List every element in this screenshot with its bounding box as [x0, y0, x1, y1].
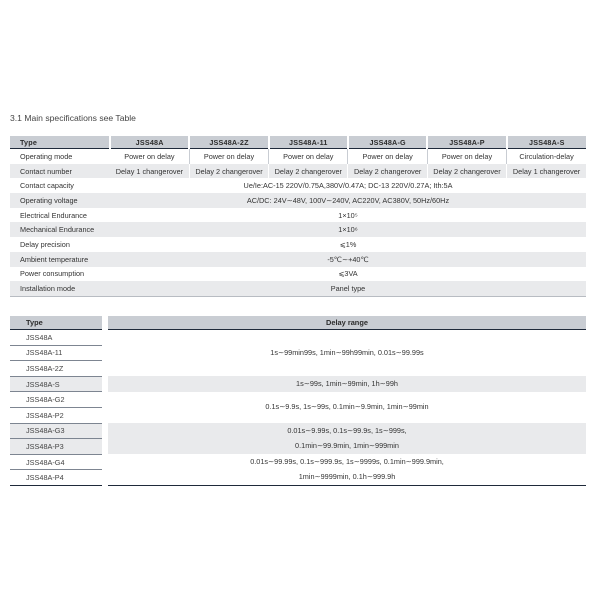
type-header: Type: [10, 136, 110, 149]
spec-row-electrical-endurance: [10, 208, 586, 223]
row-label: Operating voltage: [10, 193, 110, 208]
delay-row: [10, 423, 586, 439]
model-header: JSS48A: [110, 136, 189, 149]
model-header: JSS48A-S: [507, 136, 586, 149]
spec-cell: Power on delay: [124, 151, 175, 161]
spec-header-row: [10, 136, 586, 149]
delay-range-cell: 0.01s∼9.99s, 0.1s∼99.9s, 1s∼999s, 0.1min∼99.9min, 1min∼999min: [105, 423, 586, 454]
type-cell: JSS48A-G3: [10, 423, 105, 439]
row-label: Electrical Endurance: [20, 210, 87, 220]
row-label: Installation mode: [10, 281, 110, 296]
type-cell: JSS48A-11: [10, 345, 105, 361]
spec-value: AC/DC: 24V∼48V, 100V∼240V, AC220V, AC380V, 50Hz/60Hz: [110, 193, 586, 208]
model-header: JSS48A-11: [269, 136, 348, 149]
delay-range-cell: 0.01s∼99.99s, 0.1s∼999.9s, 1s∼9999s, 0.1min∼999.9min, 1min∼9999min, 0.1h∼999.9h: [105, 454, 586, 485]
type-cell: JSS48A-G4: [10, 454, 105, 470]
delay-row: [10, 376, 586, 392]
delay-range-header: Delay range: [105, 316, 586, 330]
model-header: JSS48A-2Z: [189, 136, 268, 149]
delay-range-cell: 1s∼99min99s, 1min∼99h99min, 0.01s∼99.99s: [105, 330, 586, 377]
row-label: Mechanical Endurance: [10, 222, 110, 237]
spec-row-ambient-temperature: [10, 252, 586, 267]
spec-value: -5℃∼+40℃: [110, 252, 586, 267]
spec-row-mechanical-endurance: [10, 222, 586, 237]
model-header: JSS48A-P: [427, 136, 506, 149]
spec-cell: Circulation-delay: [507, 149, 586, 164]
delay-row: [10, 454, 586, 470]
delay-row: [10, 330, 586, 346]
section-heading: 3.1 Main specifications see Table: [10, 113, 136, 123]
type-cell: JSS48A-G2: [10, 392, 105, 408]
row-label: Power consumption: [20, 269, 85, 279]
specifications-table: [10, 136, 586, 297]
spec-cell: Power on delay: [427, 149, 506, 164]
spec-row-operating-voltage: [10, 193, 586, 208]
type-cell: JSS48A-S: [10, 376, 105, 392]
row-label: Contact number: [10, 164, 110, 179]
spec-cell: Delay 2 changerover: [189, 164, 268, 179]
spec-cell: Delay 1 changerover: [110, 164, 189, 179]
spec-row-contact-capacity: [10, 178, 586, 193]
spec-cell: Power on delay: [189, 149, 268, 164]
type-cell: JSS48A-2Z: [10, 361, 105, 377]
spec-value: Panel type: [110, 281, 586, 296]
type-cell: JSS48A-P4: [10, 470, 105, 486]
spec-row-power-consumption: [10, 267, 586, 282]
type-cell: JSS48A-P3: [10, 439, 105, 455]
delay-row: [10, 392, 586, 408]
spec-cell: Delay 2 changerover: [427, 164, 506, 179]
spec-value: 1×10⁶: [110, 222, 586, 237]
spec-row-contact-number: [10, 164, 586, 179]
spec-value: Ue/Ie:AC-15 220V/0.75A,380V/0.47A; DC-13 220V/0.27A; Ith:5A: [243, 181, 453, 191]
row-label: Ambient temperature: [10, 252, 110, 267]
type-cell: JSS48A-P2: [10, 407, 105, 423]
spec-value: 1×10⁵: [338, 210, 358, 220]
spec-row-installation-mode: [10, 281, 586, 296]
row-label: Operating mode: [20, 151, 73, 161]
spec-row-operating-mode: [10, 149, 586, 164]
type-header: Type: [10, 316, 105, 330]
type-cell: JSS48A: [10, 330, 105, 346]
delay-header-row: [10, 316, 586, 330]
spec-cell: Power on delay: [269, 149, 348, 164]
spec-cell: Delay 2 changerover: [348, 164, 427, 179]
spec-value: ⩽3VA: [338, 269, 358, 279]
row-label: Delay precision: [20, 239, 70, 249]
spec-value: ⩽1%: [339, 239, 357, 249]
spec-cell: Delay 2 changerover: [269, 164, 348, 179]
row-label: Contact capacity: [20, 181, 74, 191]
delay-range-table: [10, 316, 586, 486]
spec-cell: Delay 1 changerover: [507, 164, 586, 179]
spec-cell: Power on delay: [348, 149, 427, 164]
model-header: JSS48A-G: [348, 136, 427, 149]
delay-range-cell: 1s∼99s, 1min∼99min, 1h∼99h: [105, 376, 586, 392]
delay-range-cell: 0.1s∼9.9s, 1s∼99s, 0.1min∼9.9min, 1min∼99min: [105, 392, 586, 423]
spec-row-delay-precision: [10, 237, 586, 252]
